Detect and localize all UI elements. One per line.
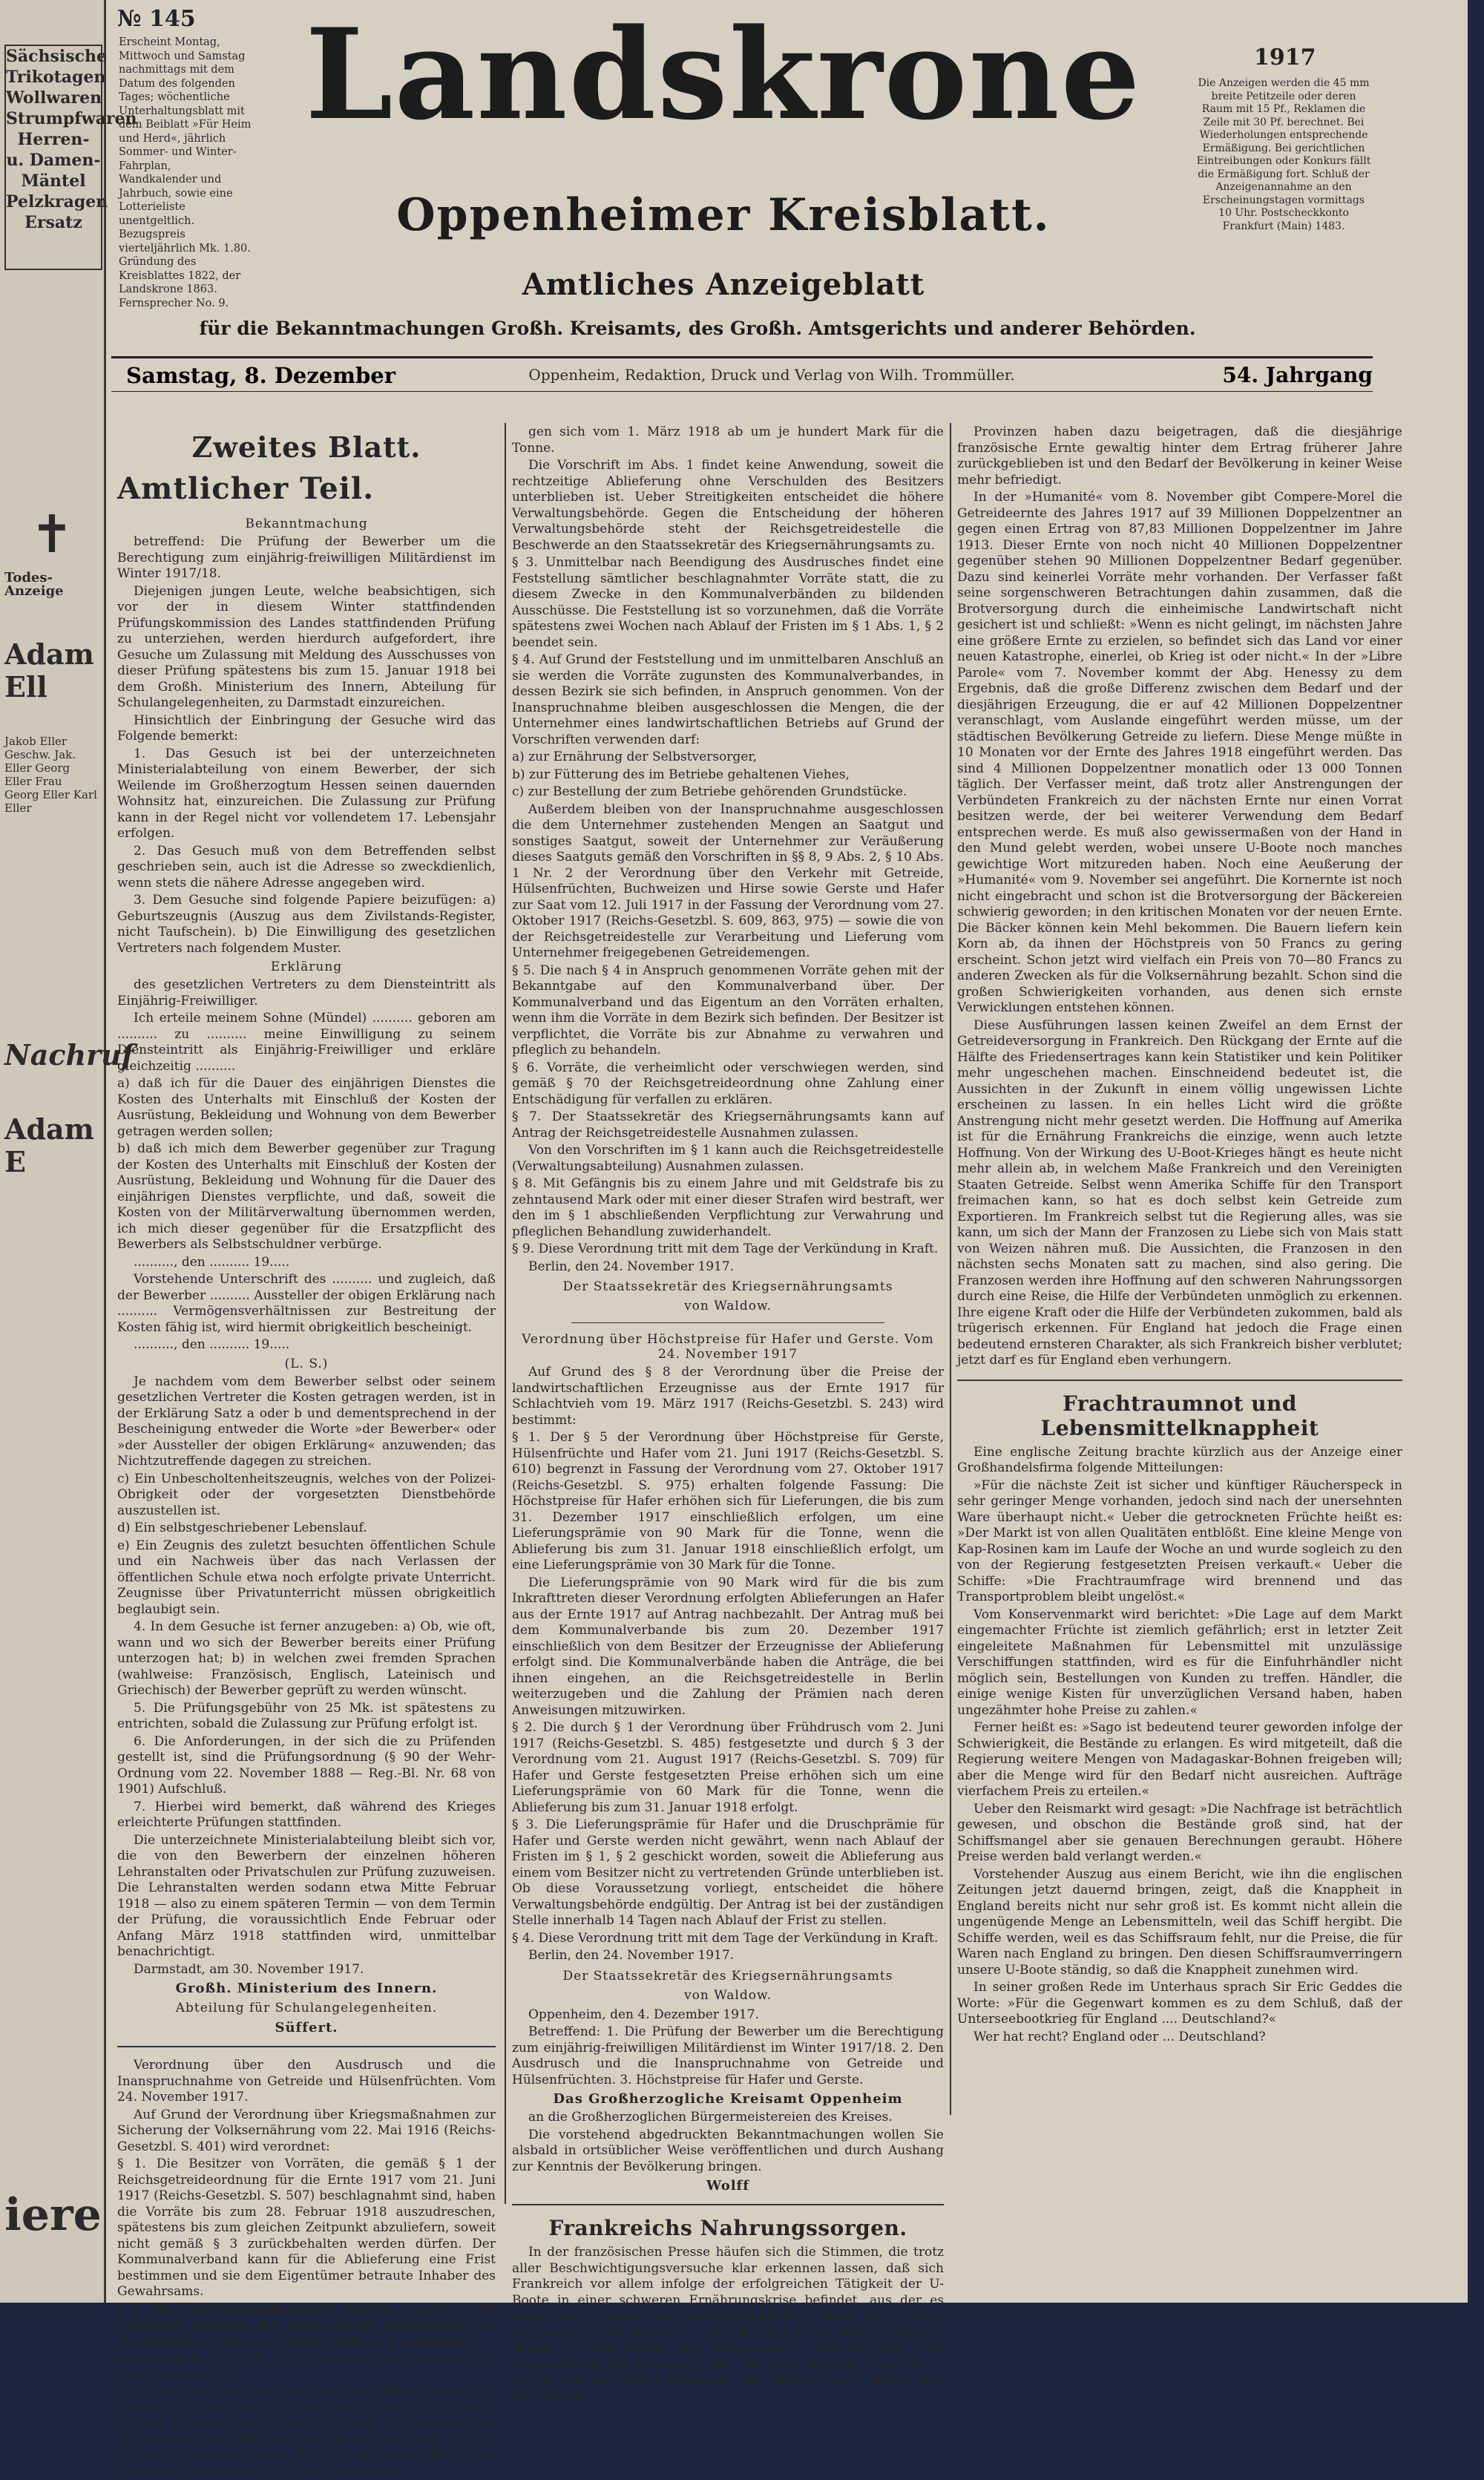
column-3	[957, 424, 1402, 2131]
paragraph: § 4. Auf Grund der Feststellung und im unmittelbaren Anschluß an sie werden die Vorräte zugunsten des Kommunalverbandes, in dessen Bezirk sie sich befinden, in Anspruch genommen. Von der Inanspruchnahme bleiben ausgeschlossen die Mengen, die der Unternehmer eines landwirtschaftlichen Betriebs auf Grund der Vorschriften verwenden darf:	[512, 652, 944, 747]
paragraph: 2. Das Gesuch muß von dem Betreffenden selbst geschrieben sein, auch ist die Adresse so zweckdienlich, wenn stets die nähere Adresse angegeben wird.	[117, 843, 496, 890]
subheading: (L. S.)	[284, 1356, 329, 1371]
paragraph: 3. Dem Gesuche sind folgende Papiere beizufügen: a) Geburtszeugnis (Auszug aus dem Zivilstands-Register, nicht Taufschein). b) Die Einwilligung des gesetzlichen Vertreters nach folgendem Muster.	[117, 893, 496, 956]
strip-nachruf: Nachruf	[4, 1038, 134, 1072]
paragraph: § 4. Die nach der Verordnung über Höchstpreise für Brotgetreide vom 19. Juli 1917 (Reichs-Gesetzbl. S. 619) und 27. Oktober 1917 (Reichs-Gesetzbl. S. 975) und über Höchstpreise für Hülsenfrüchte (Reichs-Gesetzbl. S. 737) für den Verkauf durch den Erzeuger geltenden Preise mit Ausnahme der Zuschläge bleiben unberührt.	[117, 2384, 496, 2479]
article-heading: Frankreichs Nahrungssorgen.	[548, 2216, 907, 2240]
subheading: Erklärung	[270, 959, 343, 974]
signature-line: Wolff	[706, 2178, 750, 2194]
paragraph: Provinzen haben dazu beigetragen, daß die diesjährige französische Ernte gewaltig hinter dem Ertrag früherer Jahre zurückgeblieben ist und den Bedarf der Bevölkerung in keiner Weise mehr befriedigt.	[957, 424, 1402, 488]
signature-line: Süffert.	[275, 2020, 338, 2035]
paragraph: gen sich vom 1. März 1918 ab um je hundert Mark für die Tonne.	[512, 424, 944, 456]
signature-line: Der Staatssekretär des Kriegsernährungsamts	[562, 1968, 893, 1984]
paragraph: Die Lieferungsprämie von 90 Mark wird für die bis zum Inkrafttreten dieser Verordnung erfolgten Ablieferungen an Hafer aus der Ernte 1917 auf Antrag nachbezahlt. Der Antrag muß bei dem Kommunalverbande bis zum 20. Dezember 1917 einschließlich von dem Besitzer der Erzeugnisse der Ablieferung erfolgt sind. Die Kommunalverbände haben die Anträge, die bei ihnen eingehen, an die Reichsgetreidestelle in Berlin weiterzugeben und die Zahlung der Prämien nach deren Anweisungen mitzuwirken.	[512, 1575, 944, 1718]
paragraph: b) daß ich mich dem Bewerber gegenüber zur Tragung der Kosten des Unterhalts mit Einschluß der Kosten der Ausrüstung, Bekleidung und Wohnung für die Dauer des einjährigen Dienstes verpflichte, und daß, soweit die Kosten von der Militärverwaltung übernommen werden, ich mich dieser gegenüber für die Ersatzpflicht des Bewerbers als Selbstschuldner verbürge.	[117, 1141, 496, 1252]
paragraph: Vorstehender Auszug aus einem Bericht, wie ihn die englischen Zeitungen jetzt dauernd bringen, zeigt, daß die Knappheit in England bereits nicht nur sehr groß ist. Es kommt nicht allein die ungenügende Menge an Lebensmitteln, weil das Schiff hergibt. Die Schiffe werden, weil es das Schiffsraum fehlt, nur die Preise, die für Waren nach England zu bringen. Den diesen Schiffsraumverringern unsere U-Boote ständig, so daß die Knappheit zunehmen wird.	[957, 1866, 1402, 1978]
paragraph: a) zur Ernährung der Selbstversorger,	[512, 749, 758, 764]
column-divider	[505, 423, 506, 2204]
subheading: Verordnung über Höchstpreise für Hafer und Gerste. Vom 24. November 1917	[522, 1332, 934, 1362]
paragraph: § 3. Die Lieferungsprämie für Hafer und die Druschprämie für Hafer und Gerste werden nicht gewährt, wenn nach Ablauf der Fristen im § 1, § 2 geschickt worden, soweit die Ablieferung aus einem vom Besitzer nicht zu vertretenden Gründe unterblieben ist. Ob diese Voraussetzung vorliegt, entscheidet die höhere Verwaltungsbehörde endgültig. Der Antrag ist bei der zuständigen Stelle innerhalb 14 Tagen nach Ablauf der Frist zu stellen.	[512, 1817, 944, 1928]
paragraph: »Für die nächste Zeit ist sicher und künftiger Räucherspeck in sehr geringer Menge vorhanden, jedoch sind nach der unersehnten Ware überhaupt nicht.« Ueber die getrockneten Früchte heißt es: »Der Markt ist von allen Qualitäten entblößt. Eine kleine Menge von Kap-Rosinen kam im Laufe der Woche an und wurde sogleich zu den von der Regierung festgesetzten Preisen verkauft.« Ueber die Schiffe: »Die Frachtraumfrage wird brennend und das Transportproblem bleibt ungelöst.«	[957, 1477, 1402, 1604]
paragraph: § 7. Der Staatssekretär des Kriegsernährungsamts kann auf Antrag der Reichsgetreidestelle Ausnahmen zulassen.	[512, 1109, 944, 1141]
divider	[117, 2046, 496, 2047]
strip-name-1: Adam Ell	[4, 637, 94, 703]
paragraph: Diese Ausführungen lassen keinen Zweifel an dem Ernst der Getreideversorgung in Frankreich. Den Rückgang der Ernte auf die Hälfte des Friedensertrages kann kein Statistiker und kein Politiker mehr ungeschehen machen. Einschneidend bedeutet ist, die Aussichten in der Zukunft in einem völlig ungewissen Lichte erscheinen zu lassen. In ein helles Licht wird die größte Anstrengung nicht mehr gesetzt werden. Die Hoffnung auf Amerika ist für die Ernährung Frankreichs die einzige, wenn auch letzte Hoffnung. Von der Wirkung des U-Boot-Krieges hängt es heute nicht mehr allein ab, in welchem Maße Frankreich und den Vereinigten Staaten Getreide. Selbst wenn Amerika Schiffe für den Transport freimachen kann, so hat es doch selbst kein Getreide zum Exportieren. Im Frankreich selbst tut die Regierung alles, was sie kann, um sich der Mann der Franzosen zu Liebe sich von Mais statt von Weizen nähren muß. Die Aussichten, die Franzosen in den nächsten sechs Monaten satt zu machen, sind also gering. Die Franzosen werden ihre Hoffnung auf den schweren Nahrungssorgen durch eine Reise, die Hilfe der Verbündeten unmöglich zu erkennen. Ihre eigene Kraft oder die Hilfe der Verbündeten zukommen, bald als trügerisch erkennen. Für England hat jedoch die Frage einen bedeutend ernsteren Charakter, als sich Frankreich bisher verblutet; jetzt darf es für England eben verhungern.	[957, 1017, 1402, 1368]
issue-date: Samstag, 8. Dezember	[126, 363, 395, 388]
signature-line: Großh. Ministerium des Innern.	[175, 1981, 438, 1996]
paragraph: des gesetzlichen Vertreters zu dem Diensteintritt als Einjährig-Freiwilliger.	[117, 977, 496, 1008]
page-edge	[1468, 0, 1484, 2303]
paragraph: Ich erteile meinem Sohne (Mündel) .......... geboren am .......... zu .......... meine Einwilligung zu seinem Diensteintritt als Einjährig-Freiwilliger und erkläre gleichzeitig ..........	[117, 1011, 496, 1074]
paragraph: Außerdem bleiben von der Inanspruchnahme ausgeschlossen die dem Unternehmer zustehenden Mengen an Saatgut und sonstiges Saatgut, soweit der Unternehmer zur Veräußerung dieses Saatguts gemäß den Vorschriften in §§ 8, 9 Abs. 2, § 10 Abs. 1 Nr. 2 der Verordnung über den Verkehr mit Getreide, Hülsenfrüchten, Buchweizen und Hirse sowie Gerste und Hafer zur Saat vom 12. Juli 1917 in der Fassung der Verordnung vom 27. Oktober 1917 (Reichs-Gesetzbl. S. 609, 863, 975) — sowie die von der Reichsgetreidestelle zur Verarbeitung und Lieferung vom Unternehmer freigegebenen Getreidemengen.	[512, 801, 944, 960]
newspaper-tagline: für die Bekanntmachungen Großh. Kreisamts, des Großh. Amtsgerichts und anderer Behörden.	[199, 318, 1196, 339]
signature-line: Abteilung für Schulangelegenheiten.	[175, 2001, 438, 2015]
strip-name-2: Adam E	[4, 1112, 94, 1178]
paragraph: § 3. Die §§ 5, 6 und 21 Abs. 2 der Reichsgetreideordnung finden Anwendung.	[117, 2351, 496, 2382]
paragraph: Eine englische Zeitung brachte kürzlich aus der Anzeige einer Großhandelsfirma folgende Mitteilungen:	[957, 1444, 1402, 1475]
paragraph: c) Ein Unbescholtenheitszeugnis, welches von der Polizei-Obrigkeit oder der vorgesetzten Dienstbehörde auszustellen ist.	[117, 1471, 496, 1518]
paragraph: 4. In dem Gesuche ist ferner anzugeben: a) Ob, wie oft, wann und wo sich der Bewerber bereits einer Prüfung unterzogen hat; b) in welchen zwei fremden Sprachen (wahlweise: Französisch, Englisch, Lateinisch und Griechisch) der Bewerber geprüft zu werden wünscht.	[117, 1619, 496, 1698]
dateline	[111, 356, 1373, 392]
paragraph: In der französischen Presse häufen sich die Stimmen, die trotz aller Beschwichtigungsversuche klar erkennen lassen, daß sich Frankreich vor allem infolge der erfolgreichen Tätigkeit der U-Boote in einer schweren Ernährungskrise befindet, aus der es weder durch eigene Kraft noch durch die Hilfe seiner Verbündeten herauszukommen hoffen darf. Der Mangel an landwirtschaftlichen Arbeitern, das Fehlen von Düngemitteln, Einziehungen zum Heeresdienst, die Besetzung der reichsten Gebiete Frankreichs durch die deutschen Truppen, die Verheerungen durch das nördlichen	[512, 2245, 944, 2404]
adjacent-page-fragment	[0, 0, 137, 2303]
paragraph: 6. Die Anforderungen, in der sich die zu Prüfenden gestellt ist, sind die Prüfungsordnung (§ 90 der Wehr-Ordnung vom 22. November 1888 — Reg.-Bl. Nr. 68 von 1901) Aufschluß.	[117, 1733, 496, 1797]
paragraph: .........., den .......... 19.....	[134, 1337, 290, 1352]
paragraph: .........., den .......... 19.....	[134, 1254, 290, 1270]
publication-notice: Erscheint Montag, Mittwoch und Samstag nachmittags mit dem Datum des folgenden Tages; wöchentliche Unterhaltungsblatt mit dem Beiblatt »Für Heim und Herd«, jährlich Sommer- und Winter-Fahrplan, Wandkalender und Jahrbuch, sowie eine Lotterieliste unentgeltlich. Bezugspreis vierteljährlich Mk. 1.80. Gründung des Kreisblattes 1822, der Landskrone 1863. Fernsprecher No. 9.	[119, 36, 252, 309]
paragraph: § 4. Diese Verordnung tritt mit dem Tage der Verkündung in Kraft.	[512, 1930, 939, 1946]
paragraph: Ferner heißt es: »Sago ist bedeutend teurer geworden infolge der Schwierigkeit, die Bestände zu erlangen. Es wird mitgeteilt, daß die Regierung weitere Mengen von Madagaskar-Bohnen freigeben will; aber die Menge wird für den Bedarf nicht ausreichen. Aufträge vierfachem Preis zu erteilen.«	[957, 1720, 1402, 1799]
paragraph: Oppenheim, den 4. Dezember 1917.	[528, 2007, 759, 2022]
newspaper-title: Landskrone	[305, 1, 1142, 148]
paragraph: Die vorstehend abgedruckten Bekanntmachungen wollen Sie alsbald in ortsüblicher Weise veröffentlichen und durch Aushang zur Kenntnis der Bevölkerung bringen.	[512, 2127, 944, 2174]
paragraph: Darmstadt, am 30. November 1917.	[134, 1961, 364, 1977]
paragraph: Auf Grund des § 8 der Verordnung über die Preise der landwirtschaftlichen Erzeugnisse aus der Ernte 1917 für Schlachtvieh vom 19. März 1917 (Reichs-Gesetzbl. S. 243) wird bestimmt:	[512, 1365, 944, 1428]
advertising-notice: Die Anzeigen werden die 45 mm breite Petitzeile oder deren Raum mit 15 Pf., Reklamen die Zeile mit 30 Pf. berechnet. Bei Wiederholungen entsprechende Ermäßigung. Bei gerichtlichen Eintreibungen oder Konkurs fällt die Ermäßigung fort. Schluß der Anzeigenannahme an den Erscheinungstagen vormittags 10 Uhr. Postscheckkonto Frankfurt (Main) 1483.	[1196, 77, 1371, 232]
paragraph: 1. Das Gesuch ist bei der unterzeichneten Ministerialabteilung von einem Bewerber, der sich Weilende im Großherzogtum Hessen seinen dauernden Wohnsitz hat, einzureichen. Die Zulassung zur Prüfung kann in der Regel nicht vor vollendetem 17. Lebensjahr erfolgen.	[117, 746, 496, 841]
newspaper-subtitle: Oppenheimer Kreisblatt.	[396, 189, 1051, 241]
signature-line: Der Staatssekretär des Kriegsernährungsamts	[562, 1279, 893, 1294]
paragraph: Hinsichtlich der Einbringung der Gesuche wird das Folgende bemerkt:	[117, 712, 496, 744]
paragraph: Betreffend: 1. Die Prüfung der Bewerber um die Berechtigung zum einjährig-freiwilligen Militärdienst im Winter 1917/18. 2. Den Ausdrusch und die Inanspruchnahme von Getreide und Hülsenfrüchten. 3. Höchstpreise für Hafer und Gerste.	[512, 2024, 944, 2087]
divider	[512, 2204, 944, 2205]
paragraph: Ueber den Reismarkt wird gesagt: »Die Nachfrage ist beträchtlich gewesen, und obschon die Bestände groß sind, hat der Schiffsmangel aber sie genauen Berechnungen geraubt. Höhere Preise werden bald verlangt werden.«	[957, 1801, 1402, 1864]
divider	[571, 1322, 884, 1323]
publisher-line: Oppenheim, Redaktion, Druck und Verlag von Wilh. Trommüller.	[528, 366, 1015, 384]
paragraph: b) zur Fütterung des im Betriebe gehaltenen Viehes,	[512, 767, 850, 782]
signature-line: von Waldow.	[684, 1299, 772, 1313]
paragraph: § 1. Der § 5 der Verordnung über Höchstpreise für Gerste, Hülsenfrüchte und Hafer vom 21. Juni 1917 (Reichs-Gesetzbl. S. 610) begrenzt in Fassung der Verordnung vom 27. Oktober 1917 (Reichs-Gesetzbl. S. 975) erhalten folgende Fassung: Die Höchstpreise für Hafer erhöhen sich für Lieferungen, die bis zum 31. Dezember 1917 einschließlich erfolgen, um eine Lieferungsprämie von 90 Mark für die Tonne, wenn die Ablieferung bis zum 31. Januar 1918 einschließlich erfolgt, um eine Lieferungsprämie von 30 Mark für die Tonne.	[512, 1430, 944, 1572]
paragraph: § 3. Unmittelbar nach Beendigung des Ausdrusches findet eine Feststellung sämtlicher beschlagnahmter Vorräte statt, die zu diesem Zwecke in den Kommunalverbänden zu bildenden Ausschüsse. Die Feststellung ist so vorzunehmen, daß die Vorräte spätestens zwei Wochen nach Ablauf der Fristen im § 1 Abs. 1, § 2 beendet sein.	[512, 555, 944, 650]
paragraph: Vom Konservenmarkt wird berichtet: »Die Lage auf dem Markt eingemachter Früchte ist ziemlich gefährlich; erst in letzter Zeit eingeleitete Maßnahmen für Lebensmittel mit unzulässige Verschiffungen stattfinden, wird es für die Einfuhrhändler nicht möglich sein, Bestellungen von Kunden zu treffen. Händler, die einige wenige Kisten für unverzüglichen Versand haben, haben ungezähmter hohe Preise zu zahlen.«	[957, 1607, 1402, 1718]
signature-line: von Waldow.	[684, 1987, 772, 2003]
official-section-heading: Amtlicher Teil.	[117, 471, 375, 506]
paragraph: § 6. Vorräte, die verheimlicht oder verschwiegen werden, sind gemäß § 70 der Reichsgetreideordnung ohne Zahlung einer Entschädigung für verfallen zu erklären.	[512, 1060, 944, 1107]
issue-number: № 145	[117, 6, 196, 32]
strip-death-notice: Todes-Anzeige	[4, 570, 64, 599]
paragraph: Die Vorschrift im Abs. 1 findet keine Anwendung, soweit die rechtzeitige Ablieferung ohne Verschulden des Besitzers unterblieben ist. Ueber Streitigkeiten entscheidet die höhere Verwaltungsbehörde. Gegen die Entscheidung der höheren Verwaltungsbehörde steht der Reichsgetreidestelle die Beschwerde an den Staatssekretär des Kriegsernährungsamts zu.	[512, 458, 944, 553]
volume-year: 54. Jahrgang	[1222, 363, 1373, 387]
paragraph: Diejenigen jungen Leute, welche beabsichtigen, sich vor der in diesem Winter stattfindenden Prüfungskommission des Landes stattfindenden Prüfung zu unterziehen, werden hierdurch aufgefordert, ihre Gesuche um Zulassung mit Meldung des Ausschusses von dieser Prüfung spätestens bis zum 15. Januar 1918 bei dem Großh. Ministerium des Innern, Abteilung für Schulangelegenheiten, zu Darmstadt einzureichen.	[117, 583, 496, 710]
paragraph: 5. Die Prüfungsgebühr von 25 Mk. ist spätestens zu entrichten, sobald die Zulassung zur Prüfung erfolgt ist.	[117, 1700, 496, 1731]
issue-year: 1917	[1254, 45, 1316, 70]
paragraph: Berlin, den 24. November 1917.	[528, 1259, 735, 1274]
newspaper-subsubtitle: Amtliches Anzeigeblatt	[522, 267, 925, 302]
paragraph: e) Ein Zeugnis des zuletzt besuchten öffentlichen Schule und ein Nachweis über das nach Verlassen der öffentlichen Schule etwa noch erfolgte private Unterricht. Zeugnisse über Privatunterricht müssen obrigkeitlich beglaubigt sein.	[117, 1538, 496, 1617]
paragraph: Von den Vorschriften im § 1 kann auch die Reichsgetreidestelle (Verwaltungsabteilung) Ausnahmen zulassen.	[512, 1143, 944, 1174]
paragraph: an die Großherzoglichen Bürgermeistereien des Kreises.	[528, 2110, 893, 2125]
paragraph: Auf Grund der Verordnung über Kriegsmaßnahmen zur Sicherung der Volksernährung vom 22. Mai 1916 (Reichs-Gesetzbl. S. 401) wird verordnet:	[117, 2107, 496, 2154]
strip-mourners: Jakob Eller Geschw. Jak. Eller Georg Eller Frau Georg Eller Karl Eller	[4, 735, 97, 815]
paragraph: d) Ein selbstgeschriebener Lebenslauf.	[117, 1521, 367, 1535]
cross-icon: ✝	[30, 504, 74, 565]
paragraph: § 2. Die Landeszentralbehörden können, soweit es die Umstände gestatten, den Zeitpunkt des Ausdrusches und der Ablieferung bis zum gleichen Zeitpunkt anzuordnen.	[117, 2301, 496, 2349]
paragraph: Vorstehende Unterschrift des .......... und zugleich, daß der Bewerber .......... Aussteller der obigen Erklärung nach .......... Vermögensverhältnissen zur Bestreitung der Kosten fähig ist, wird hiermit obrigkeitlich bescheinigt.	[117, 1272, 496, 1335]
paragraph: betreffend: Die Prüfung der Bewerber um die Berechtigung zum einjährig-freiwilligen Militärdienst im Winter 1917/18.	[117, 534, 496, 581]
strip-bottom-fragment: iere	[4, 2189, 102, 2241]
paragraph: 7. Hierbei wird bemerkt, daß während des Krieges erleichterte Prüfungen stattfinden.	[117, 1799, 496, 1830]
paragraph: § 9. Diese Verordnung tritt mit dem Tage der Verkündung in Kraft.	[512, 1241, 939, 1256]
paragraph: In der »Humanité« vom 8. November gibt Compere-Morel die Getreideernte des Jahres 1917 auf 39 Millionen Doppelzentner an gegen einen Ertrag von 87,83 Millionen Doppelzentner im Jahre 1913. Dieser Ernte von noch nicht 40 Millionen Doppelzentner gegenüber stehen 90 Millionen Doppelzentner Bedarf gegenüber. Dazu sind keinerlei Vorräte mehr vorhanden. Der Verfasser faßt seine sorgenschweren Betrachtungen dahin zusammen, daß die Brotversorgung durch die einheimische Landwirtschaft nicht gesichert ist und schließt: »Wenn es nicht gelingt, im nächsten Jahre eine größere Ernte zu erzielen, so befindet sich das Land vor einer neuen Katastrophe, einerlei, ob Krieg ist oder nicht.« In der »Libre Parole« vom 7. November kommt der Abg. Henessy zu dem Ergebnis, daß die große Differenz zwischen dem Bedarf und der diesjährigen Erzeugung, die er auf 42 Millionen Doppelzentner veranschlagt, vom Auslande eingeführt werden müsse, um der städtischen Bevölkerung Getreide zu liefern. Diese Menge müßte in 10 Monaten vor der Ernte des Jahres 1918 eingeführt werden. Das sind 4 Millionen Doppelzentner monatlich oder 13 000 Tonnen täglich. Der Verfasser meint, daß trotz aller Anstrengungen der Verbündeten Frankreich zu der nächsten Ernte nur einen Vorrat besitzen werde, der bei weiterer Verwendung dem Bedarf entsprechen werde. Es muß also gewissermaßen von der Hand in den Mund gelebt werden, wobei unsere U-Boote noch manches gewichtige Wort mitzureden haben. Noch eine Aeußerung der »Humanité« vom 9. November sei angeführt. Die Kornernte ist noch nicht eingebracht und schon ist die Brotversorgung der Bäckereien schwierig geworden; in den kritischen Monaten vor der neuen Ernte. Die Bäcker können kein Mehl bekommen. Die Bauern liefern kein Korn ab, da ihnen der Höchstpreis von 50 Francs zu gering erscheint. Schon jetzt wird vielfach ein Preis von 70—80 Francs zu anderen Zwecken als für die Volksernährung bezahlt. Schon sind die großen Schwierigkeiten vorhanden, aus denen sich ernste Verwicklungen entstehen können.	[957, 490, 1402, 1015]
subheading: Bekanntmachung	[245, 516, 368, 531]
article-heading: Frachtraumnot und Lebensmittelknappheit	[1040, 1391, 1319, 1440]
paragraph: § 8. Mit Gefängnis bis zu einem Jahre und mit Geldstrafe bis zu zehntausend Mark oder mit einer dieser Strafen wird bestraft, wer den im § 1 abschließenden Verpflichtung zur Verwahrung und pfleglichen Behandlung zuwiderhandelt.	[512, 1176, 944, 1239]
paragraph: Wer hat recht? England oder ... Deutschland?	[974, 2029, 1266, 2044]
strip-top-ad: Sächsische Trikotagen Wollwaren Strumpfwaren Herren- u. Damen-Mäntel Pelzkragen Ersatz	[4, 45, 102, 270]
paragraph: Berlin, den 24. November 1917.	[528, 1948, 735, 1963]
divider	[957, 1380, 1402, 1381]
paragraph: § 1. Die Besitzer von Vorräten, die gemäß § 1 der Reichsgetreideordnung für die Ernte 1917 vom 21. Juni 1917 (Reichs-Gesetzbl. S. 507) beschlagnahmt sind, haben die Vorräte bis zum 28. Februar 1918 auszudreschen, spätestens bis zum gleichen Zeitpunkt abzuliefern, soweit nicht gemäß § 3 zurückbehalten werden dürfen. Der Kommunalverband kann für die Ablieferung eine Frist bestimmen und sie dem Eigentümer betraute Inhaber des Gewahrsams.	[117, 2156, 496, 2299]
paragraph: Verordnung über den Ausdrusch und die Inanspruchnahme von Getreide und Hülsenfrüchten. Vom 24. November 1917.	[117, 2058, 496, 2105]
paragraph: § 2. Die durch § 1 der Verordnung über Frühdrusch vom 2. Juni 1917 (Reichs-Gesetzbl. S. 485) festgesetzte und durch § 3 der Verordnung vom 21. August 1917 (Reichs-Gesetzbl. S. 709) für Hafer und Gerste festgesetzten Preise erhöhen sich um eine Lieferungsprämie von 60 Mark für die Tonne, wenn die Ablieferung bis zum 31. Januar 1918 erfolgt.	[512, 1720, 944, 1815]
second-sheet-heading: Zweites Blatt.	[191, 430, 421, 464]
paragraph: c) zur Bestellung der zum Betriebe gehörenden Grundstücke.	[512, 784, 907, 799]
paragraph: Die unterzeichnete Ministerialabteilung bleibt sich vor, die von den Bewerbern der einzelnen höheren Lehranstalten oder Privatschulen zur Prüfung zuzuweisen. Die Lehranstalten werden sodann etwa Mitte Februar 1918 — also zu einem späteren Termin — von dem Termin der Prüfung, die voraussichtlich Ende Februar oder Anfang März 1918 stattfinden wird, unmittelbar benachrichtigt.	[117, 1832, 496, 1959]
paragraph: § 5. Die nach § 4 in Anspruch genommenen Vorräte gehen mit der Bekanntgabe auf den Kommunalverband über. Der Kommunalverband und das Eigentum an den Vorräten erhalten, wenn ihm die Vorräte in dem Bezirk sich befinden. Der Besitzer ist verpflichtet, die Vorräte bis zur Abnahme zu verwahren und pfleglich zu behandeln.	[512, 962, 944, 1057]
paragraph: a) daß ich für die Dauer des einjährigen Dienstes die Kosten des Unterhalts mit Einschluß der Kosten der Ausrüstung, Bekleidung und Wohnung von dem Bewerber getragen werden sollen;	[117, 1076, 496, 1139]
column-1	[117, 424, 496, 2479]
column-2	[512, 424, 944, 2404]
signature-line: Das Großherzogliche Kreisamt Oppenheim	[553, 2091, 903, 2107]
paragraph: In seiner großen Rede im Unterhaus sprach Sir Eric Geddes die Worte: »Für die Gegenwart kommen es zu dem Schluß, daß der Unterseebootkrieg für England .... Deutschland?«	[957, 1980, 1402, 2027]
paragraph: Je nachdem vom dem Bewerber selbst oder seinem gesetzlichen Vertreter die Kosten getragen werden, ist in der Erklärung Satz a oder b und dementsprechend in der Bescheinigung entweder die Worte »der Bewerber« oder »der Aussteller der obigen Erklärung« anzuwenden; das Nichtzutreffende dagegen zu streichen.	[117, 1374, 496, 1469]
column-divider	[950, 423, 951, 2115]
